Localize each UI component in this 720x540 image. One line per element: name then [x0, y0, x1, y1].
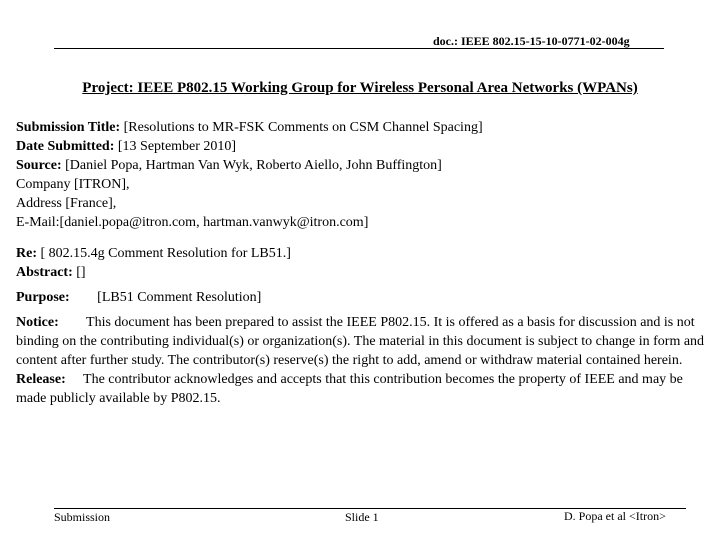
- source-line: [16, 156, 710, 175]
- submission-title-label: Submission Title:: [16, 120, 121, 135]
- notice-paragraph: [16, 313, 710, 370]
- purpose-value: [LB51 Comment Resolution]: [97, 290, 262, 305]
- date-value: [13 September 2010]: [117, 139, 237, 154]
- date-label: Date Submitted:: [16, 139, 115, 154]
- notice-text: This document has been prepared to assist the IEEE P802.15. It is offered as a basis for discussion and is not binding on the contributing individual(s) or organization(s). The material in this document is subject to change in form and content after further study. The contributor(s) reserve(s) the right to add, amend or withdraw material contained herein.: [16, 315, 705, 368]
- re-line: [16, 244, 710, 263]
- doc-id: doc.: IEEE 802.15-15-10-0771-02-004g: [433, 34, 630, 48]
- abstract-line: [16, 263, 710, 282]
- source-label: Source:: [16, 158, 62, 173]
- email-line: E-Mail:[daniel.popa@itron.com, hartman.vanwyk@itron.com]: [16, 215, 369, 230]
- notice-label: Notice:: [16, 315, 59, 330]
- re-value: [ 802.15.4g Comment Resolution for LB51.]: [40, 246, 291, 261]
- release-label: Release:: [16, 372, 66, 387]
- project-title: Project: IEEE P802.15 Working Group for Wireless Personal Area Networks (WPANs): [82, 80, 638, 96]
- release-paragraph: [16, 370, 710, 408]
- release-text: The contributor acknowledges and accepts that this contribution becomes the property of IEEE and may be made publicly available by P802.15.: [16, 372, 683, 406]
- abstract-value: []: [76, 265, 86, 280]
- purpose-label: Purpose:: [16, 290, 70, 305]
- footer-center: Slide 1: [345, 510, 379, 524]
- submission-title-value: [Resolutions to MR-FSK Comments on CSM Channel Spacing]: [123, 120, 483, 135]
- company-line: Company [ITRON],: [16, 177, 130, 192]
- purpose-line: [16, 288, 710, 307]
- document-body: [16, 118, 710, 408]
- footer-right: D. Popa et al <Itron>: [564, 509, 666, 523]
- address-line: Address [France],: [16, 196, 117, 211]
- source-value: [Daniel Popa, Hartman Van Wyk, Roberto Aiello, John Buffington]: [65, 158, 442, 173]
- submission-title-line: [16, 118, 710, 137]
- header-rule: [54, 48, 664, 49]
- re-label: Re:: [16, 246, 37, 261]
- abstract-label: Abstract:: [16, 265, 73, 280]
- date-line: [16, 137, 710, 156]
- footer-left: Submission: [54, 510, 111, 524]
